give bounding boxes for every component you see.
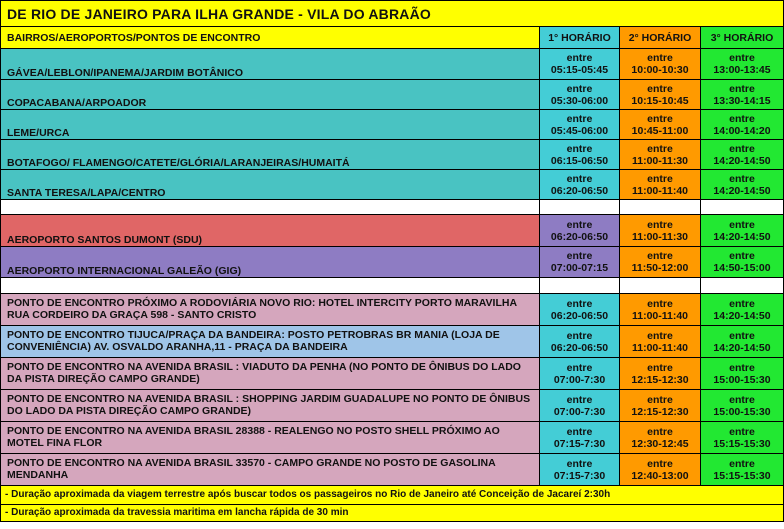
header-second-time: 2° HORÁRIO (620, 27, 701, 49)
table-row (1, 215, 784, 247)
location-cell: COPACABANA/ARPOADOR (1, 80, 540, 110)
time-cell-3: entre 13:30-14:15 (701, 80, 784, 110)
time-cell-2: entre 10:15-10:45 (620, 80, 701, 110)
table-row (1, 294, 784, 326)
time-cell-1: entre 06:20-06:50 (540, 170, 620, 200)
location-cell: PONTO DE ENCONTRO NA AVENIDA BRASIL : SHOPPING JARDIM GUADALUPE NO PONTO DE ÔNIBUS DO LADO DA PISTA DIREÇÃO CAMPO GRANDE) (1, 390, 540, 422)
time-cell-3: entre 13:00-13:45 (701, 49, 784, 80)
table-row (1, 326, 784, 358)
spacer-row (1, 278, 784, 294)
time-cell-3: entre 15:15-15:30 (701, 454, 784, 486)
table-row (1, 80, 784, 110)
time-cell-1: entre 05:45-06:00 (540, 110, 620, 140)
time-cell-1: entre 05:30-06:00 (540, 80, 620, 110)
time-cell-1: entre 06:20-06:50 (540, 326, 620, 358)
table-row (1, 358, 784, 390)
time-cell-2: entre 10:45-11:00 (620, 110, 701, 140)
location-cell: PONTO DE ENCONTRO TIJUCA/PRAÇA DA BANDEIRA: POSTO PETROBRAS BR MANIA (LOJA DE CONVENIÊNCIA) AV. OSVALDO ARANHA,11 - PRAÇA DA BANDEIRA (1, 326, 540, 358)
table-row (1, 110, 784, 140)
time-cell-3: entre 15:15-15:30 (701, 422, 784, 454)
time-cell-3: entre 14:20-14:50 (701, 170, 784, 200)
location-cell: LEME/URCA (1, 110, 540, 140)
time-cell-1: entre 07:00-07:15 (540, 247, 620, 278)
time-cell-1: entre 06:20-06:50 (540, 215, 620, 247)
time-cell-2: entre 12:30-12:45 (620, 422, 701, 454)
footnote-row (1, 486, 784, 505)
time-cell-2: entre 11:50-12:00 (620, 247, 701, 278)
spacer-row (1, 200, 784, 215)
time-cell-2: entre 12:15-12:30 (620, 390, 701, 422)
time-cell-1: entre 07:00-7:30 (540, 358, 620, 390)
location-cell: AEROPORTO SANTOS DUMONT (SDU) (1, 215, 540, 247)
time-cell-3: entre 14:20-14:50 (701, 140, 784, 170)
footnote-boat-duration: - Duração aproximada da travessia maritima em lancha rápida de 30 min (1, 505, 784, 522)
header-first-time: 1° HORÁRIO (540, 27, 620, 49)
location-cell: PONTO DE ENCONTRO NA AVENIDA BRASIL 33570 - CAMPO GRANDE NO POSTO DE GASOLINA MENDANHA (1, 454, 540, 486)
time-cell-3: entre 14:20-14:50 (701, 326, 784, 358)
location-cell: PONTO DE ENCONTRO NA AVENIDA BRASIL 28388 - REALENGO NO POSTO SHELL PRÓXIMO AO MOTEL FINA FLOR (1, 422, 540, 454)
table-row (1, 390, 784, 422)
time-cell-1: entre 07:00-7:30 (540, 390, 620, 422)
location-cell: PONTO DE ENCONTRO PRÓXIMO A RODOVIÁRIA NOVO RIO: HOTEL INTERCITY PORTO MARAVILHA RUA CORDEIRO DA GRAÇA 598 - SANTO CRISTO (1, 294, 540, 326)
table-row (1, 170, 784, 200)
header-locations: BAIRROS/AEROPORTOS/PONTOS DE ENCONTRO (1, 27, 540, 49)
time-cell-3: entre 15:00-15:30 (701, 358, 784, 390)
table-row (1, 49, 784, 80)
time-cell-1: entre 07:15-7:30 (540, 454, 620, 486)
time-cell-2: entre 11:00-11:30 (620, 140, 701, 170)
header-third-time: 3° HORÁRIO (701, 27, 784, 49)
time-cell-2: entre 11:00-11:30 (620, 215, 701, 247)
location-cell: SANTA TERESA/LAPA/CENTRO (1, 170, 540, 200)
time-cell-3: entre 14:00-14:20 (701, 110, 784, 140)
location-cell: BOTAFOGO/ FLAMENGO/CATETE/GLÓRIA/LARANJEIRAS/HUMAITÁ (1, 140, 540, 170)
table-row (1, 247, 784, 278)
footnote-row (1, 505, 784, 522)
time-cell-2: entre 11:00-11:40 (620, 326, 701, 358)
footnote-travel-duration: - Duração aproximada da viagem terrestre após buscar todos os passageiros no Rio de Janeiro até Conceição de Jacareí 2:30h (1, 486, 784, 505)
location-cell: PONTO DE ENCONTRO NA AVENIDA BRASIL : VIADUTO DA PENHA (NO PONTO DE ÔNIBUS DO LADO DA PISTA DIREÇÃO CAMPO GRANDE) (1, 358, 540, 390)
time-cell-2: entre 10:00-10:30 (620, 49, 701, 80)
time-cell-1: entre 07:15-7:30 (540, 422, 620, 454)
time-cell-2: entre 11:00-11:40 (620, 170, 701, 200)
location-cell: GÁVEA/LEBLON/IPANEMA/JARDIM BOTÂNICO (1, 49, 540, 80)
title-row (1, 1, 784, 27)
time-cell-1: entre 05:15-05:45 (540, 49, 620, 80)
time-cell-3: entre 14:50-15:00 (701, 247, 784, 278)
table-row (1, 422, 784, 454)
header-row (1, 27, 784, 49)
table-row (1, 454, 784, 486)
time-cell-3: entre 14:20-14:50 (701, 215, 784, 247)
time-cell-2: entre 12:40-13:00 (620, 454, 701, 486)
time-cell-3: entre 14:20-14:50 (701, 294, 784, 326)
time-cell-3: entre 15:00-15:30 (701, 390, 784, 422)
time-cell-2: entre 11:00-11:40 (620, 294, 701, 326)
location-cell: AEROPORTO INTERNACIONAL GALEÃO (GIG) (1, 247, 540, 278)
time-cell-1: entre 06:20-06:50 (540, 294, 620, 326)
page-title: DE RIO DE JANEIRO PARA ILHA GRANDE - VILA DO ABRAÃO (1, 1, 784, 27)
table-row (1, 140, 784, 170)
time-cell-2: entre 12:15-12:30 (620, 358, 701, 390)
time-cell-1: entre 06:15-06:50 (540, 140, 620, 170)
